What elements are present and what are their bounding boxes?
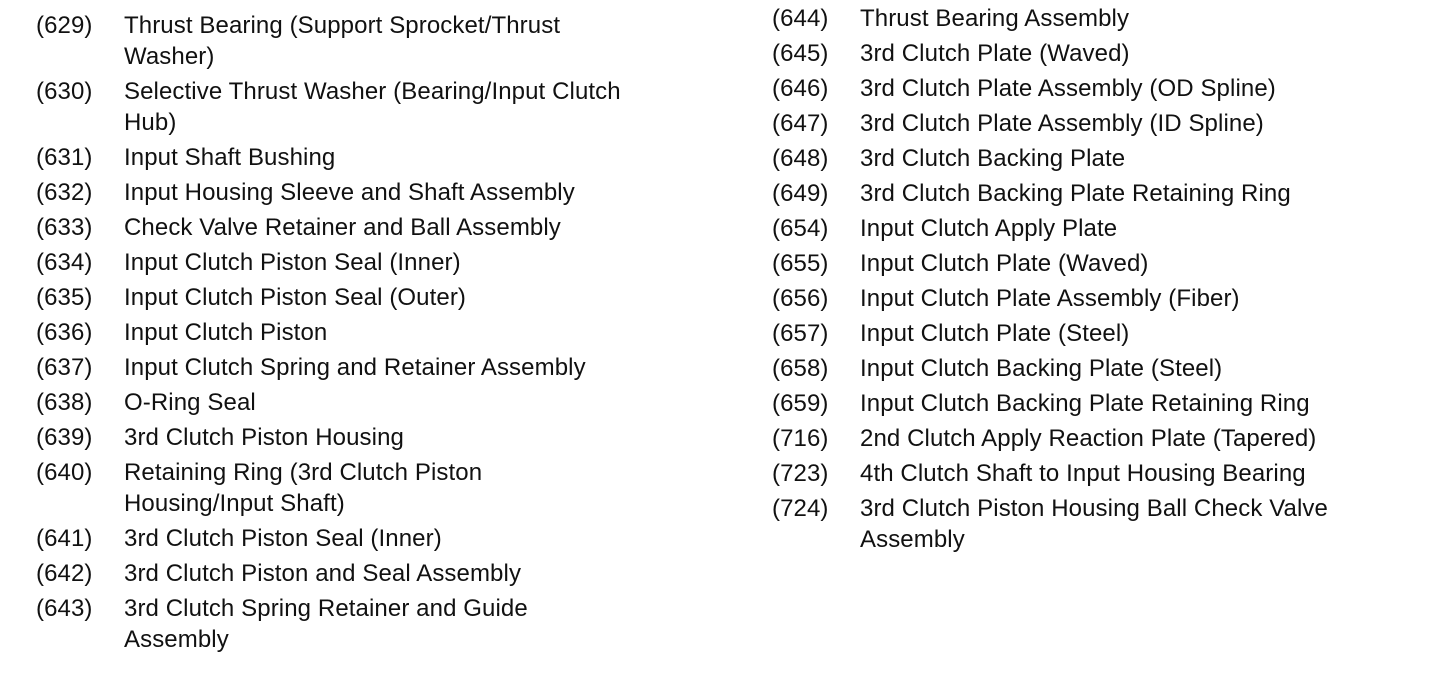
list-item [772, 178, 1432, 209]
list-item [772, 458, 1432, 489]
list-item [36, 387, 736, 418]
item-number: (634) [36, 249, 93, 276]
item-number: (635) [36, 284, 93, 311]
list-item [36, 76, 636, 138]
item-number: (657) [772, 320, 829, 347]
item-number: (633) [36, 214, 93, 241]
item-description: Selective Thrust Washer (Bearing/Input Clutch Hub) [124, 78, 621, 136]
list-item [772, 423, 1432, 454]
item-description: 3rd Clutch Plate Assembly (ID Spline) [860, 110, 1264, 137]
list-item [772, 388, 1432, 419]
list-item [36, 352, 736, 383]
item-description: Input Housing Sleeve and Shaft Assembly [124, 179, 575, 206]
list-item [772, 353, 1432, 384]
item-number: (724) [772, 495, 829, 522]
item-number: (629) [36, 12, 93, 39]
item-number: (655) [772, 250, 829, 277]
item-number: (632) [36, 179, 93, 206]
item-number: (646) [772, 75, 829, 102]
list-item [772, 248, 1432, 279]
item-number: (641) [36, 525, 93, 552]
list-item [36, 177, 736, 208]
item-number: (642) [36, 560, 93, 587]
item-description: Input Clutch Plate Assembly (Fiber) [860, 285, 1240, 312]
item-description: 3rd Clutch Backing Plate [860, 145, 1126, 172]
item-number: (656) [772, 285, 829, 312]
item-number: (659) [772, 390, 829, 417]
item-description: Input Clutch Piston [124, 319, 328, 346]
list-item [36, 212, 736, 243]
item-number: (658) [772, 355, 829, 382]
left-column [36, 10, 736, 659]
list-item [36, 558, 736, 589]
item-description: Thrust Bearing (Support Sprocket/Thrust Washer) [124, 12, 561, 70]
item-number: (648) [772, 145, 829, 172]
item-number: (631) [36, 144, 93, 171]
list-item [772, 108, 1432, 139]
list-item [36, 593, 616, 655]
item-description: Input Clutch Spring and Retainer Assembly [124, 354, 586, 381]
item-description: Retaining Ring (3rd Clutch Piston Housing/Input Shaft) [124, 459, 483, 517]
list-item [772, 73, 1432, 104]
item-description: Check Valve Retainer and Ball Assembly [124, 214, 561, 241]
item-number: (649) [772, 180, 829, 207]
item-description: 3rd Clutch Plate (Waved) [860, 40, 1130, 67]
item-description: 3rd Clutch Piston Housing [124, 424, 404, 451]
item-description: 2nd Clutch Apply Reaction Plate (Tapered) [860, 425, 1317, 452]
item-description: 3rd Clutch Spring Retainer and Guide Assembly [124, 595, 528, 653]
item-description: O-Ring Seal [124, 389, 256, 416]
item-description: 3rd Clutch Piston Seal (Inner) [124, 525, 442, 552]
list-item [772, 3, 1432, 34]
right-column [772, 3, 1432, 559]
list-item [36, 10, 636, 72]
item-description: Input Shaft Bushing [124, 144, 336, 171]
item-number: (637) [36, 354, 93, 381]
list-item [772, 493, 1412, 555]
item-description: 3rd Clutch Piston and Seal Assembly [124, 560, 522, 587]
item-description: 3rd Clutch Piston Housing Ball Check Valve Assembly [860, 495, 1328, 553]
item-description: Input Clutch Backing Plate Retaining Ring [860, 390, 1310, 417]
item-number: (723) [772, 460, 829, 487]
item-number: (636) [36, 319, 93, 346]
list-item [36, 317, 736, 348]
list-item [36, 457, 566, 519]
item-description: Thrust Bearing Assembly [860, 5, 1130, 32]
item-description: 3rd Clutch Backing Plate Retaining Ring [860, 180, 1291, 207]
item-description: 4th Clutch Shaft to Input Housing Bearing [860, 460, 1306, 487]
item-number: (644) [772, 5, 829, 32]
item-description: Input Clutch Backing Plate (Steel) [860, 355, 1223, 382]
list-item [36, 523, 736, 554]
list-item [772, 38, 1432, 69]
list-item [36, 247, 736, 278]
item-number: (716) [772, 425, 829, 452]
item-description: Input Clutch Plate (Steel) [860, 320, 1130, 347]
item-number: (639) [36, 424, 93, 451]
item-number: (654) [772, 215, 829, 242]
list-item [772, 318, 1432, 349]
item-number: (645) [772, 40, 829, 67]
item-number: (643) [36, 595, 93, 622]
item-number: (638) [36, 389, 93, 416]
item-number: (640) [36, 459, 93, 486]
item-number: (630) [36, 78, 93, 105]
item-number: (647) [772, 110, 829, 137]
item-description: Input Clutch Piston Seal (Inner) [124, 249, 461, 276]
list-item [36, 422, 736, 453]
list-item [772, 213, 1432, 244]
item-description: Input Clutch Plate (Waved) [860, 250, 1149, 277]
item-description: Input Clutch Piston Seal (Outer) [124, 284, 467, 311]
item-description: 3rd Clutch Plate Assembly (OD Spline) [860, 75, 1276, 102]
list-item [772, 283, 1432, 314]
list-item [772, 143, 1432, 174]
item-description: Input Clutch Apply Plate [860, 215, 1118, 242]
list-item [36, 142, 736, 173]
list-item [36, 282, 736, 313]
